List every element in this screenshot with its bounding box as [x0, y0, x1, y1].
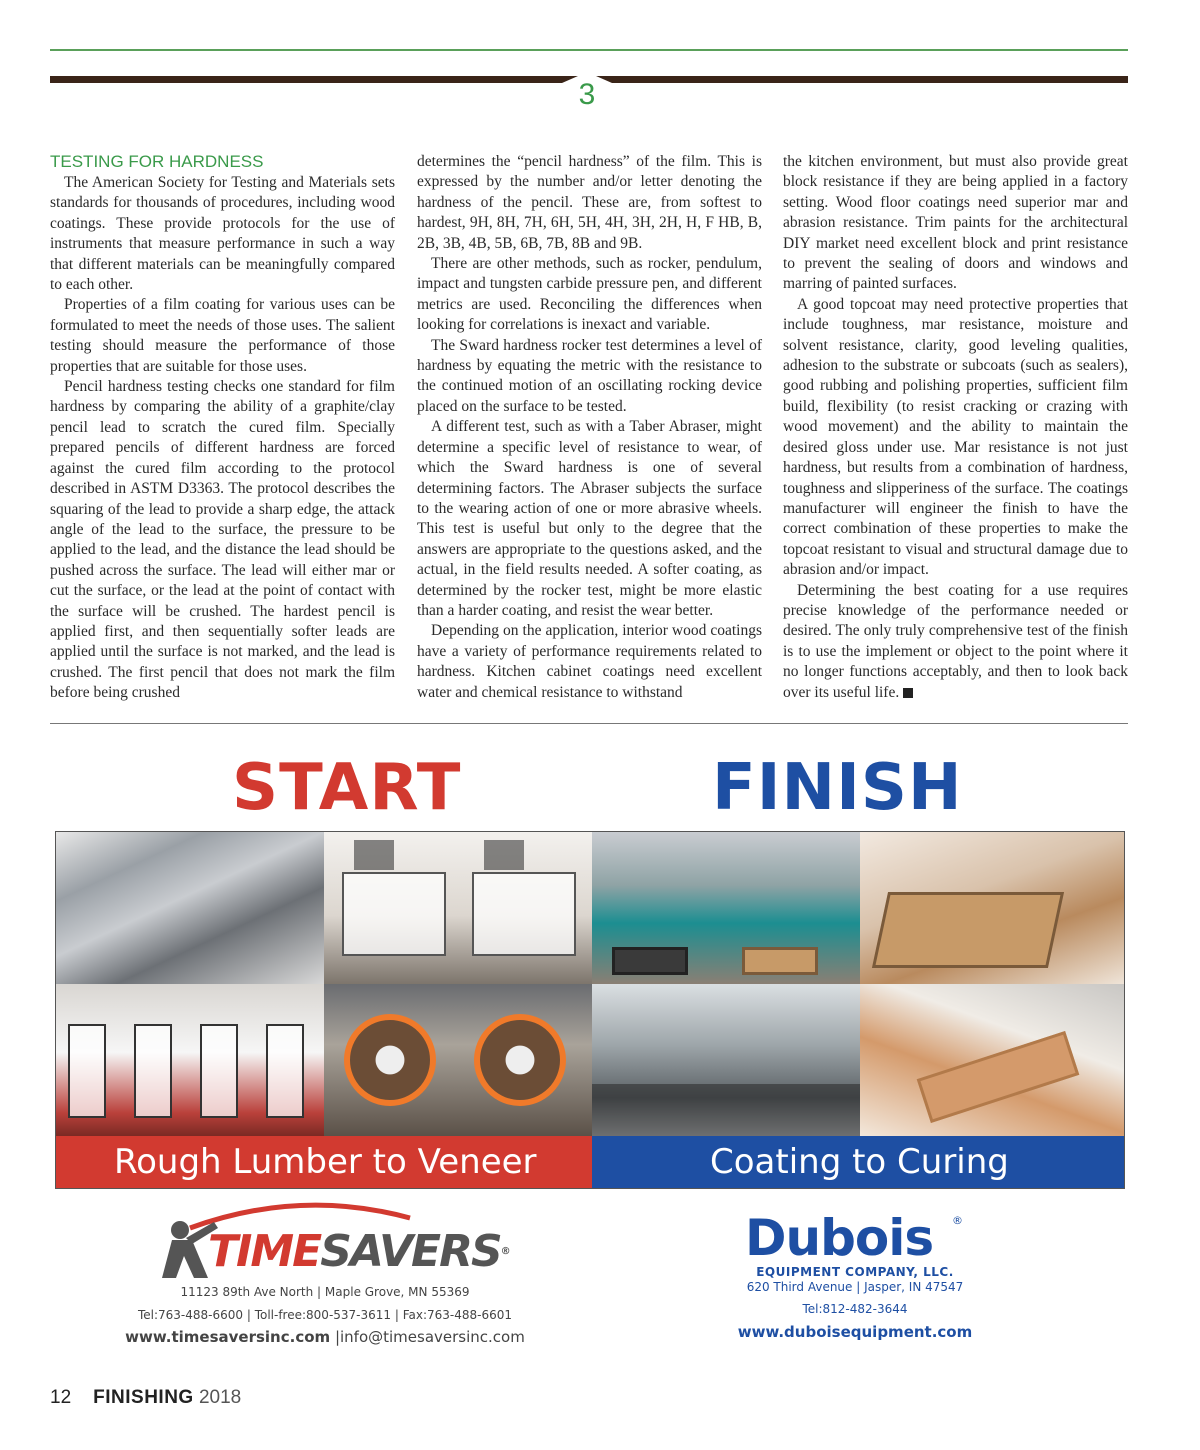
- photo-brush-wheels: [324, 984, 592, 1136]
- timesavers-wordmark: TIMESAVERS®: [208, 1226, 509, 1277]
- paragraph: A different test, such as with a Taber Abraser, might determine a specific level of resistance to wear, of which the Sward hardness is one of several determining factors. The Abraser subjects the surface to the wearing action of one or more abrasive wheels. This test is useful but only to the degree that the answers are appropriate to the questions asked, and the actual, in the field results needed. A softer coating, as determined by the rocker test, might be more elastic than a harder coating, and resist the wear better.: [417, 418, 762, 619]
- timesavers-website[interactable]: www.timesaversinc.com: [125, 1328, 331, 1346]
- photo-panel-curing: [860, 984, 1124, 1136]
- timesavers-logo: [150, 1198, 510, 1288]
- paragraph: the kitchen environment, but must also provide great block resistance if they are being applied in a factory setting. Wood floor coatings need superior mar and abrasion resistance. Trim paints for the architectural DIY market need excellent block and print resistance to prevent the sealing of doors and windows and marring of painted surfaces.: [783, 153, 1128, 293]
- dubois-registered-mark: ®: [952, 1214, 963, 1227]
- timesavers-phones: Tel:763-488-6600 | Toll-free:800-537-3611 | Fax:763-488-6601: [137, 1308, 513, 1322]
- dubois-address: 620 Third Avenue | Jasper, IN 47547: [746, 1280, 964, 1294]
- dubois-wordmark: Dubois: [745, 1209, 934, 1267]
- paragraph-text: Determining the best coating for a use requires precise knowledge of the performance needed or desired. The only truly comprehensive test of the finish is to use the implement or object to the point where it no longer functions acceptably, and then to look back over its useful life.: [783, 581, 1128, 701]
- page-footer: [50, 1386, 241, 1410]
- ad-start-heading: START: [232, 751, 462, 825]
- header-bar-left: [50, 76, 562, 83]
- contact-separator: |: [334, 1328, 340, 1346]
- paragraph: A good topcoat may need protective properties that include toughness, mar resistance, moisture and solvent resistance, clarity, good leveling qualities, adhesion to the substrate or subcoats (such as sealers), good rubbing and polishing properties, sufficient film build, flexibility (to resist cracking or crazing with wood movement) and the ability to maintain the desired gloss under use. Mar resistance is not just hardness, but results from a combination of hardness, toughness and slipperiness of the surface. The coatings manufacturer will engineer the finish to have the correct combination of these properties to make the topcoat resistant to visual and structural damage due to abrasion and/or impact.: [783, 295, 1128, 579]
- ad-photo-grid: [55, 831, 1125, 1189]
- header-bar-right: [612, 76, 1128, 83]
- paragraph: Depending on the application, interior wood coatings have a variety of performance requirements related to hardness. Kitchen cabinet coatings need excellent water and chemical resistance to withstand: [417, 622, 762, 701]
- photo-cutter-heads: [56, 832, 324, 984]
- top-green-rule: [50, 49, 1128, 51]
- photo-sanding-machines: [324, 832, 592, 984]
- timesavers-email[interactable]: info@timesaversinc.com: [340, 1328, 525, 1346]
- ad-finish-heading: FINISH: [712, 751, 963, 825]
- publication-name: FINISHING: [93, 1387, 194, 1408]
- section-number: 3: [578, 78, 596, 111]
- photo-sanding-heads: [56, 984, 324, 1136]
- end-square-icon: [903, 688, 913, 698]
- paragraph: Pencil hardness testing checks one standard for film hardness by comparing the ability of a graphite/clay pencil lead to scratch the cured film. Specially prepared pencils of different hardness are forced against the cured film according to the protocol described in ASTM D3363. The protocol describes the squaring of the lead to provide a sharp edge, the attack angle of the lead to the surface, the pressure to be applied to the lead, and the distance the lead should be pushed across the surface. The lead will either mar or cut the surface, or the lead at the point of contact with the surface will be crushed. The hardest pencil is applied first, and then sequentially softer leads are applied until the surface is not marked, and the lead is crushed. The first pencil that does not mark the film before being crushed: [50, 378, 395, 702]
- article-column-3: [783, 152, 1128, 703]
- article-column-1: [50, 152, 395, 704]
- dubois-phone: Tel:812-482-3644: [802, 1302, 908, 1316]
- paragraph: Properties of a film coating for various uses can be formulated to meet the needs of those uses. The salient testing should measure the performance of those properties that are suitable for those uses.: [50, 296, 395, 375]
- dubois-company-name: EQUIPMENT COMPANY, LLC.: [756, 1265, 954, 1279]
- photo-coating-line: [592, 984, 860, 1136]
- ad-right-band-text: Coating to Curing: [710, 1142, 1009, 1182]
- paragraph: There are other methods, such as rocker, pendulum, impact and tungsten carbide pressure pen, and different metrics are used. Reconciling the differences when looking for correlations is inexact and variable.: [417, 255, 762, 334]
- publication-year: 2018: [198, 1387, 242, 1408]
- timesavers-contact: [110, 1328, 540, 1346]
- paragraph: determines the “pencil hardness” of the film. This is expressed by the number and/or letter denoting the hardness of the pencil. These are, from softest to hardest, 9H, 8H, 7H, 6H, 5H, 4H, 3H, 2H, H, F HB, B, 2B, 3B, 4B, 5B, 6B, 7B, 8B and 9B.: [417, 153, 762, 252]
- timesavers-address: 11123 89th Ave North | Maple Grove, MN 55369: [180, 1285, 470, 1299]
- ad-right-band: [592, 1136, 1124, 1188]
- paragraph-last: [783, 581, 1128, 703]
- ad-left-band: [56, 1136, 592, 1188]
- photo-door-spraying: [860, 832, 1124, 984]
- photo-spray-booth: [592, 832, 860, 984]
- article-column-2: [417, 152, 762, 703]
- page-number: 12: [50, 1387, 72, 1408]
- ad-left-band-text: Rough Lumber to Veneer: [114, 1142, 537, 1182]
- dubois-website[interactable]: www.duboisequipment.com: [737, 1323, 973, 1341]
- article-ad-separator: [50, 723, 1128, 724]
- paragraph: The American Society for Testing and Materials sets standards for thousands of procedures, including wood coatings. These provide protocols for the use of instruments that measure performance in such a way that different materials can be meaningfully compared to each other.: [50, 174, 395, 294]
- article-heading: TESTING FOR HARDNESS: [50, 152, 264, 171]
- paragraph: The Sward hardness rocker test determines a level of hardness by equating the metric with the resistance to the continued motion of an oscillating rocking device placed on the surface to be tested.: [417, 336, 762, 415]
